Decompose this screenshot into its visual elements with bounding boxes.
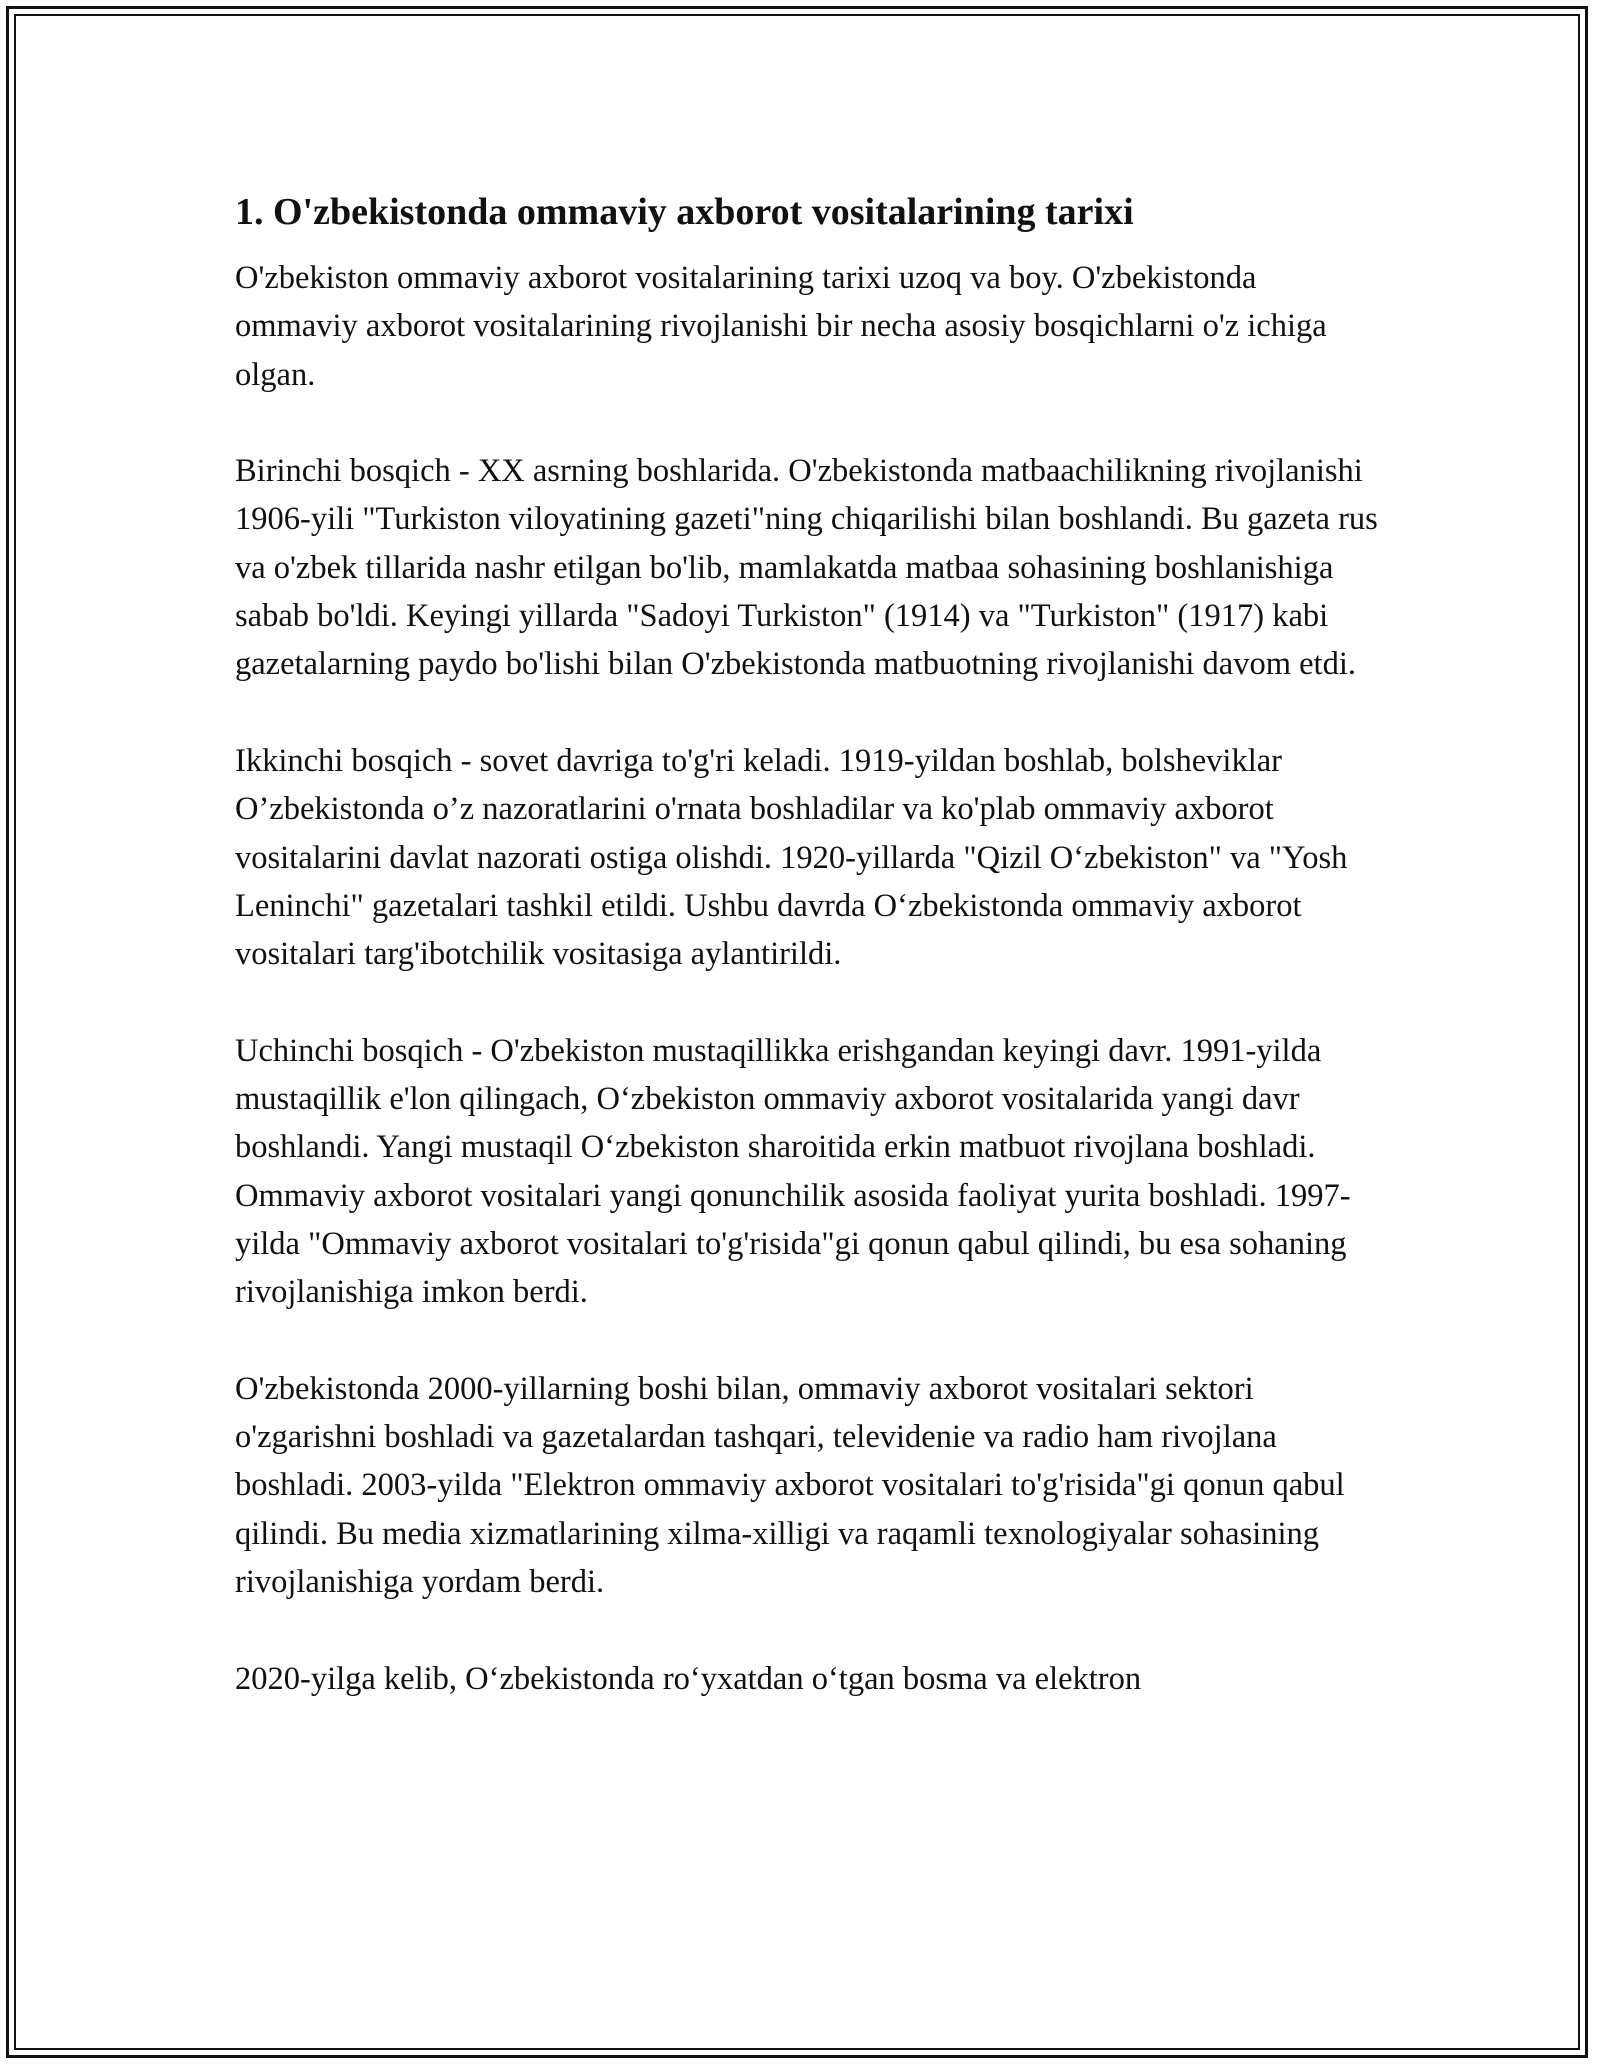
document-body [235, 188, 1385, 1751]
paragraph-stage-one: Birinchi bosqich - XX asrning boshlarida. O'zbekistonda matbaachilikning rivojlanishi 1906-yili "Turkiston viloyatining gazeti"ning chiqarilishi bilan boshlandi. Bu gazeta rus va o'zbek tillarida nashr etilgan bo'lib, mamlakatda matbaa sohasining boshlanishiga sabab bo'ldi. Keyingi yillarda "Sadoyi Turkiston" (1914) va "Turkiston" (1917) kabi gazetalarning paydo bo'lishi bilan O'zbekistonda matbuotning rivojlanishi davom etdi. [235, 453, 1378, 683]
paragraph-stage-three: Uchinchi bosqich - O'zbekiston mustaqillikka erishgandan keyingi davr. 1991-yilda mustaqillik e'lon qilingach, O‘zbekiston ommaviy axborot vositalarida yangi davr boshlandi. Yangi mustaqil O‘zbekiston sharoitida erkin matbuot rivojlana boshladi. Ommaviy axborot vositalari yangi qonunchilik asosida faoliyat yurita boshladi. 1997-yilda "Ommaviy axborot vositalari to'g'risida"gi qonun qabul qilindi, bu esa sohaning rivojlanishiga imkon berdi. [235, 1032, 1351, 1311]
paragraph-intro: O'zbekiston ommaviy axborot vositalarining tarixi uzoq va boy. O'zbekistonda ommaviy axborot vositalarining rivojlanishi bir necha asosiy bosqichlarni o'z ichiga olgan. [235, 260, 1327, 393]
paragraph-2000s: O'zbekistonda 2000-yillarning boshi bilan, ommaviy axborot vositalari sektori o'zgarishni boshladi va gazetalardan tashqari, televidenie va radio ham rivojlana boshladi. 2003-yilda "Elektron ommaviy axborot vositalari to'g'risida"gi qonun qabul qilindi. Bu media xizmatlarining xilma-xilligi va raqamli texnologiyalar sohasining rivojlanishiga yordam berdi. [235, 1370, 1345, 1601]
paragraph-2020: 2020-yilga kelib, O‘zbekistonda ro‘yxatdan o‘tgan bosma va elektron [235, 1660, 1142, 1697]
paragraph-stage-two: Ikkinchi bosqich - sovet davriga to'g'ri keladi. 1919-yildan boshlab, bolsheviklar O’zbekistonda o’z nazoratlarini o'rnata boshladilar va ko'plab ommaviy axborot vositalarini davlat nazorati ostiga olishdi. 1920-yillarda "Qizil O‘zbekiston" va "Yosh Leninchi" gazetalari tashkil etildi. Ushbu davrda O‘zbekistonda ommaviy axborot vositalari targ'ibotchilik vositasiga aylantirildi. [235, 742, 1348, 973]
section-heading: 1. O'zbekistonda ommaviy axborot vositalarining tarixi [235, 191, 1134, 233]
